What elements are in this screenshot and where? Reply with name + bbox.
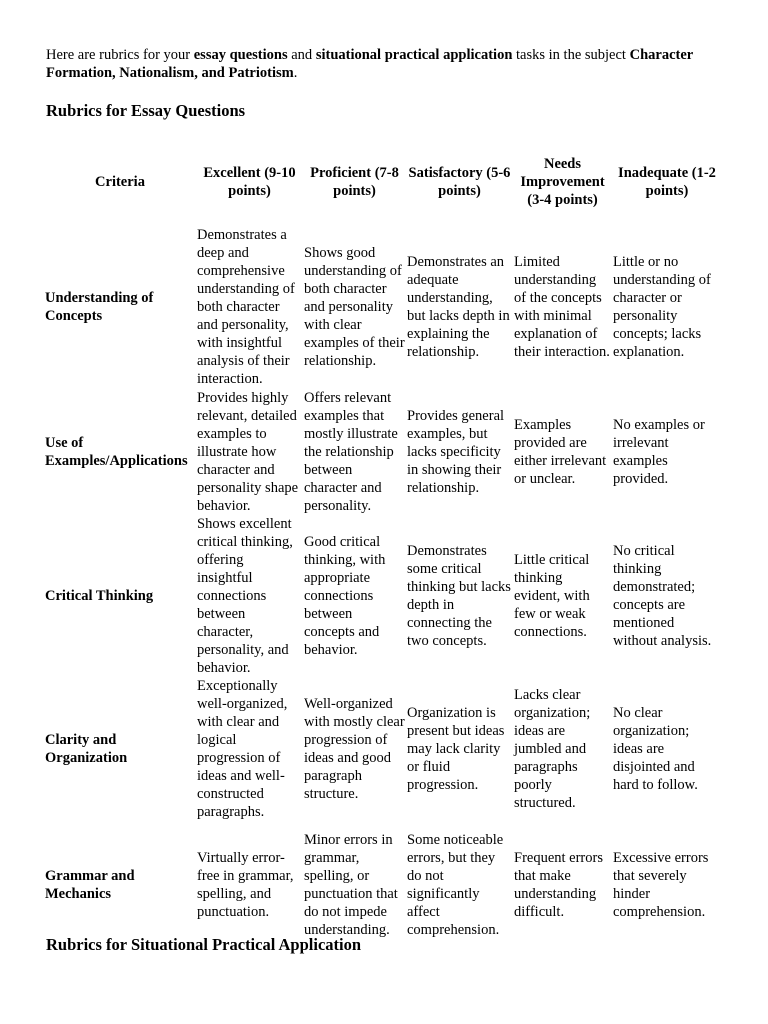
criteria-cell: Understanding of Concepts: [45, 290, 154, 324]
excellent-cell: Virtually error-free in grammar, spelling, and punctuation.: [197, 849, 294, 920]
proficient-cell: Well-organized with mostly clear progression of ideas and good paragraph structure.: [304, 696, 405, 802]
table-row: [44, 226, 722, 388]
intro-bold-situational: situational practical application: [315, 47, 513, 63]
inadequate-cell: Little or no understanding of character or personality concepts; lacks explanation.: [613, 254, 711, 360]
header-satisfactory: Satisfactory (5-6 points): [408, 165, 511, 199]
proficient-cell: Offers relevant examples that mostly illustrate the relationship between character and personality.: [304, 389, 398, 514]
satisfactory-cell: Demonstrates an adequate understanding, but lacks depth in explaining the relationship.: [407, 254, 510, 360]
table-row: [44, 515, 722, 677]
header-inadequate: Inadequate (1-2 points): [618, 165, 716, 199]
inadequate-cell: No clear organization; ideas are disjointed and hard to follow.: [613, 705, 698, 793]
document-page: [45, 46, 726, 954]
excellent-cell: Provides highly relevant, detailed examples to illustrate how character and personality shape behavior.: [197, 389, 299, 514]
inadequate-cell: Excessive errors that severely hinder comprehension.: [613, 849, 709, 920]
situational-rubric-heading: Rubrics for Situational Practical Application: [46, 935, 362, 954]
intro-text: .: [293, 65, 298, 81]
criteria-cell: Clarity and Organization: [45, 732, 128, 766]
excellent-cell: Exceptionally well-organized, with clear and logical progression of ideas and well-constructed paragraphs.: [197, 678, 288, 820]
header-excellent: Excellent (9-10 points): [203, 165, 296, 199]
table-row: [44, 388, 722, 515]
table-header-row: [44, 138, 722, 226]
needs-improvement-cell: Little critical thinking evident, with few or weak connections.: [514, 552, 590, 640]
satisfactory-cell: Some noticeable errors, but they do not significantly affect comprehension.: [407, 831, 504, 938]
header-needs-improvement: Needs Improvement (3-4 points): [520, 156, 605, 208]
needs-improvement-cell: Limited understanding of the concepts with minimal explanation of their interaction.: [514, 254, 610, 360]
header-proficient: Proficient (7-8 points): [310, 165, 399, 199]
essay-rubric-heading: Rubrics for Essay Questions: [46, 101, 246, 120]
inadequate-cell: No examples or irrelevant examples provided.: [613, 416, 705, 487]
intro-bold-essay: essay questions: [193, 47, 288, 63]
essay-rubric-table: [44, 138, 722, 948]
excellent-cell: Shows excellent critical thinking, offering insightful connections between character, personality, and behavior.: [197, 516, 293, 676]
excellent-cell: Demonstrates a deep and comprehensive understanding of both character and personality, with insightful analysis of their interaction.: [197, 227, 295, 387]
needs-improvement-cell: Frequent errors that make understanding difficult.: [514, 849, 603, 920]
criteria-cell: Grammar and Mechanics: [45, 867, 135, 902]
intro-text: tasks in the subject: [512, 47, 630, 63]
satisfactory-cell: Provides general examples, but lacks specificity in showing their relationship.: [407, 407, 505, 496]
table-row: [44, 821, 722, 948]
header-criteria: Criteria: [95, 174, 145, 190]
intro-paragraph: [46, 46, 726, 82]
inadequate-cell: No critical thinking demonstrated; concepts are mentioned without analysis.: [613, 543, 712, 649]
table-row: [44, 677, 722, 821]
needs-improvement-cell: Lacks clear organization; ideas are jumbled and paragraphs poorly structured.: [514, 687, 591, 811]
criteria-cell: Use of Examples/Applications: [45, 434, 188, 469]
needs-improvement-cell: Examples provided are either irrelevant or unclear.: [514, 416, 607, 487]
intro-text: and: [287, 47, 316, 63]
proficient-cell: Shows good understanding of both character and personality with clear examples of their relationship.: [304, 245, 405, 369]
criteria-cell: Critical Thinking: [45, 588, 154, 604]
proficient-cell: Minor errors in grammar, spelling, or punctuation that do not impede understanding.: [304, 831, 398, 938]
intro-bold-subject: Character Formation, Nationalism, and Patriotism: [46, 47, 693, 81]
satisfactory-cell: Organization is present but ideas may lack clarity or fluid progression.: [407, 705, 505, 793]
intro-text: Here are rubrics for your: [46, 47, 194, 63]
proficient-cell: Good critical thinking, with appropriate connections between concepts and behavior.: [304, 534, 386, 658]
satisfactory-cell: Demonstrates some critical thinking but lacks depth in connecting the two concepts.: [407, 543, 511, 649]
